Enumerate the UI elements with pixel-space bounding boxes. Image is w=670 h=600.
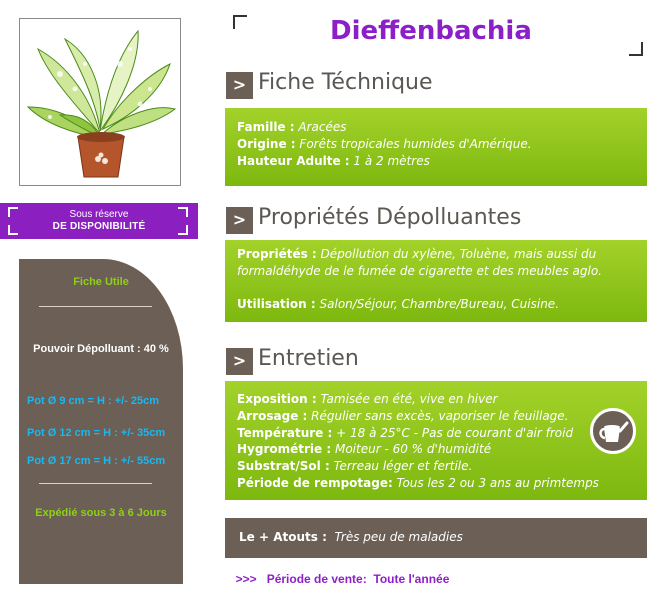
hauteur-row: Hauteur Adulte : 1 à 2 mètres: [237, 154, 430, 168]
shipping-delay: Expédié sous 3 à 6 Jours: [35, 507, 167, 519]
section-heading: Propriétés Dépolluantes: [258, 205, 522, 230]
divider: [39, 483, 152, 484]
famille-row: Famille : Aracées: [237, 120, 347, 134]
sale-period: >>> Période de vente: Toute l'année: [229, 572, 450, 586]
fiche-utile-title: Fiche Utile: [73, 276, 129, 288]
proprietes-box: [225, 240, 647, 322]
proprietes-row: Propriétés : Dépollution du xylène, Toluène, mais aussi du: [237, 247, 597, 261]
availability-banner: [0, 203, 198, 239]
plant-icon: [20, 19, 180, 185]
title-bracket-left: [233, 15, 247, 29]
title-bracket-right: [629, 42, 643, 56]
utilisation-row: Utilisation : Salon/Séjour, Chambre/Bureau, Cuisine.: [237, 297, 560, 311]
arrow-icon: >: [226, 72, 253, 99]
pot-size-9: Pot Ø 9 cm = H : +/- 25cm: [27, 395, 160, 407]
temperature-row: Température : + 18 à 25°C - Pas de courant d'air froid: [237, 425, 574, 440]
proprietes-row-2: formaldéhyde de le fumée de cigarette et des meubles aglo.: [237, 264, 602, 278]
arrosage-row: Arrosage : Régulier sans excès, vaporiser le feuillage.: [237, 408, 569, 423]
exposition-row: Exposition : Tamisée en été, vive en hiver: [237, 392, 498, 406]
pouvoir-depolluant: Pouvoir Dépolluant : 40 %: [33, 343, 169, 355]
availability-line1: Sous réserve: [69, 209, 129, 220]
section-heading: Entretien: [258, 346, 359, 371]
substrat-row: Substrat/Sol : Terreau léger et fertile.: [237, 459, 473, 474]
atouts-box: [225, 518, 647, 558]
origine-row: Origine : Forêts tropicales humides d'Amérique.: [237, 137, 532, 151]
section-heading: Fiche Téchnique: [258, 70, 433, 95]
watering-can-icon: [590, 408, 636, 454]
fiche-utile-panel: [19, 259, 183, 584]
plant-photo: [19, 18, 181, 186]
pot-size-17: Pot Ø 17 cm = H : +/- 55cm: [27, 455, 166, 467]
hygrometrie-row: Hygrométrie : Moiteur - 60 % d'humidité: [237, 442, 492, 457]
arrow-icon: >: [226, 348, 253, 375]
atouts-label: Le + Atouts :: [239, 530, 327, 544]
fiche-technique-box: [225, 108, 647, 186]
pot-size-12: Pot Ø 12 cm = H : +/- 35cm: [27, 427, 166, 439]
rempotage-row: Période de rempotage: Tous les 2 ou 3 ans au primtemps: [237, 475, 599, 490]
divider: [39, 306, 152, 307]
page-title: Dieffenbachia: [330, 16, 532, 46]
atouts-value: Très peu de maladies: [334, 530, 463, 544]
arrow-icon: >: [226, 207, 253, 234]
availability-line2: DE DISPONIBILITÉ: [52, 221, 146, 232]
entretien-box: [225, 381, 647, 500]
